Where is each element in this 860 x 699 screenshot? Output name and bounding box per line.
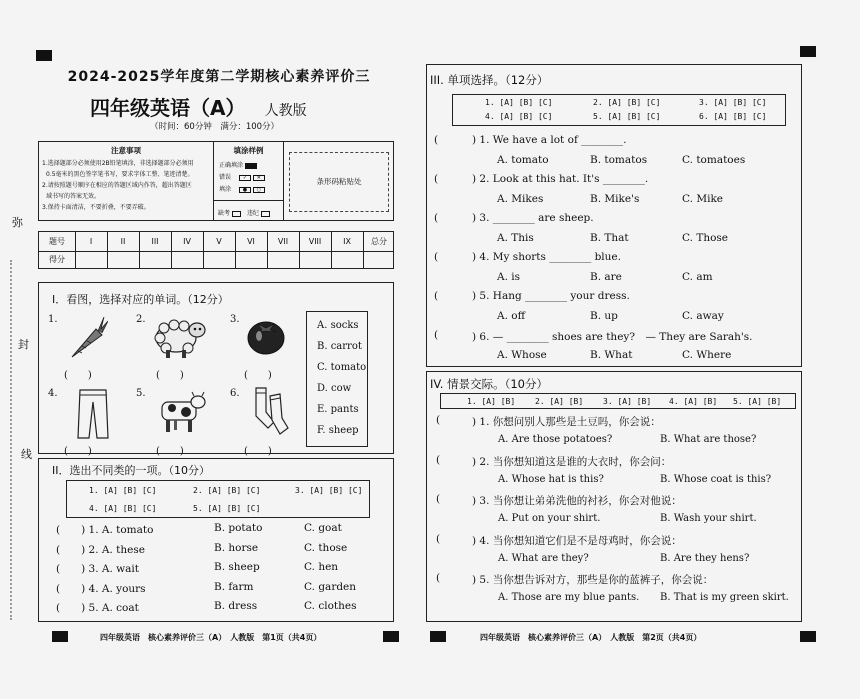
section-2-answer-sheet bbox=[66, 480, 370, 518]
answer-bubble-row[interactable]: 2. [A] [B] bbox=[535, 397, 584, 406]
option-b: B. potato bbox=[214, 522, 263, 534]
answer-paren[interactable]: ( bbox=[436, 453, 441, 466]
tomato-icon bbox=[246, 314, 286, 356]
image-answer-paren[interactable]: ( ) bbox=[156, 446, 184, 457]
violation-label: 违纪 bbox=[246, 210, 259, 217]
answer-paren[interactable]: ( bbox=[434, 329, 439, 341]
score-header-cell: VIII bbox=[308, 237, 322, 246]
section-3-answer-sheet bbox=[452, 94, 786, 126]
question-text: ) 1. We have a lot of ________. bbox=[472, 134, 627, 146]
divider bbox=[214, 200, 283, 201]
image-answer-paren[interactable]: ( ) bbox=[64, 446, 92, 457]
option-c: C. Those bbox=[682, 232, 729, 244]
question-row[interactable]: ( ) 1. A. tomato bbox=[56, 524, 154, 536]
image-answer-paren[interactable]: ( ) bbox=[244, 370, 272, 381]
score-header-cell: 题号 bbox=[49, 237, 65, 246]
answer-paren[interactable]: ( bbox=[436, 572, 441, 584]
score-input-cell[interactable] bbox=[171, 251, 203, 269]
option-a: A. tomato bbox=[497, 154, 549, 166]
registration-mark bbox=[52, 631, 68, 642]
option-c: C. goat bbox=[304, 522, 342, 534]
pic-number: 1. bbox=[48, 314, 58, 325]
answer-bubble-row[interactable]: 3. [A] [B] [C] bbox=[295, 486, 363, 495]
image-answer-paren[interactable]: ( ) bbox=[64, 370, 92, 381]
option-b: B. are bbox=[590, 271, 622, 283]
notice-item: 3.保持卡面清洁，不要折叠，不要弄破。 bbox=[42, 204, 150, 211]
fill-wrong-row bbox=[219, 172, 265, 181]
section-1-title: I．看图，选择对应的单词。（12分） bbox=[52, 293, 229, 306]
score-input-cell[interactable] bbox=[203, 251, 235, 269]
question-text: ) 5. Hang ________ your dress. bbox=[472, 290, 630, 302]
registration-mark bbox=[383, 631, 399, 642]
option-a: A. This bbox=[497, 232, 534, 244]
question-text: ) 2. Look at this hat. It's ________. bbox=[472, 173, 649, 185]
notice-item: 域书写的答案无效。 bbox=[46, 193, 101, 200]
wrong-mark-circle: ○ bbox=[253, 187, 265, 193]
exam-title: 2024-2025学年度第二学期核心素养评价三 bbox=[67, 69, 371, 85]
answer-bubble-row[interactable]: 4. [A] [B] bbox=[669, 397, 718, 406]
question-text: ) 3. ________ are sheep. bbox=[472, 212, 594, 224]
option-c: C. away bbox=[682, 310, 724, 322]
fill-sample-title: 填涂样例 bbox=[233, 146, 264, 155]
score-row-label: 得分 bbox=[49, 255, 65, 264]
question-row[interactable]: ( ) 4. A. yours bbox=[56, 582, 146, 595]
option-c: C. hen bbox=[304, 561, 339, 573]
wrong-mark-dot: ● bbox=[239, 187, 251, 193]
option-b: B. up bbox=[590, 310, 618, 322]
pic-number: 6. bbox=[230, 388, 240, 399]
info-box bbox=[38, 141, 394, 221]
option-b: B. That is my green skirt. bbox=[660, 592, 789, 603]
time-info: （时间：60分钟 满分：100分） bbox=[150, 122, 280, 132]
question-text: ) 4. 当你想知道它们是不是母鸡时，你会说： bbox=[472, 534, 682, 547]
edition-label: 人教版 bbox=[264, 103, 307, 119]
option-a: A. Mikes bbox=[497, 193, 544, 205]
option-b: B. tomatos bbox=[590, 154, 648, 166]
option-c: C. garden bbox=[304, 580, 357, 593]
score-table bbox=[38, 231, 394, 269]
score-header-cell: V bbox=[216, 237, 222, 246]
binding-char: 线 bbox=[21, 448, 32, 461]
question-row[interactable]: ( ) 5. A. coat bbox=[56, 602, 139, 614]
option-a: A. Whose bbox=[497, 349, 547, 361]
question-row[interactable]: ( ) 2. A. these bbox=[56, 543, 145, 556]
score-input-cell[interactable] bbox=[299, 251, 331, 269]
section-3-title: III. 单项选择。（12分） bbox=[430, 73, 549, 87]
section-4-title: IV. 情景交际。（10分） bbox=[430, 377, 548, 391]
option-a: A. Put on your shirt. bbox=[498, 513, 601, 524]
absent-label: 缺考 bbox=[218, 210, 231, 217]
option-b: B. What are those? bbox=[660, 434, 757, 445]
barcode-label: 条形码粘贴处 bbox=[316, 177, 362, 186]
answer-bubble-row[interactable]: 1. [A] [B] [C] bbox=[485, 98, 553, 107]
notice-title: 注意事项 bbox=[111, 146, 141, 155]
option-b: B. Whose coat is this? bbox=[660, 473, 772, 485]
score-input-cell[interactable] bbox=[267, 251, 299, 269]
footer-right: 四年级英语 核心素养评价三（A） 人教版 第2页（共4页） bbox=[480, 633, 702, 642]
answer-bubble-row[interactable]: 2. [A] [B] [C] bbox=[193, 486, 261, 495]
registration-mark bbox=[800, 631, 816, 642]
score-input-cell[interactable] bbox=[331, 251, 363, 269]
word-option: B. carrot bbox=[317, 341, 362, 352]
answer-bubble-row[interactable]: 1. [A] [B] [C] bbox=[89, 486, 157, 495]
answer-paren[interactable]: ( bbox=[436, 414, 441, 426]
option-a: A. Whose hat is this? bbox=[498, 473, 604, 485]
answer-bubble-row[interactable]: 5. [A] [B] [C] bbox=[193, 504, 261, 513]
sheep-icon bbox=[152, 312, 208, 360]
option-c: C. those bbox=[304, 541, 348, 554]
answer-bubble-row[interactable]: 1. [A] [B] bbox=[467, 397, 516, 406]
score-header-cell: IX bbox=[343, 237, 351, 246]
option-b: B. Are they hens? bbox=[660, 552, 750, 564]
word-option: D. cow bbox=[317, 383, 352, 394]
question-text: ) 6. — ________ shoes are they? — They are Sarah's. bbox=[472, 331, 753, 343]
word-option: A. socks bbox=[317, 320, 359, 331]
score-header-cell: IV bbox=[183, 237, 191, 246]
word-bank bbox=[306, 311, 368, 447]
fill-correct-label: 正确填涂 bbox=[219, 162, 244, 169]
answer-bubble-row[interactable]: 3. [A] [B] bbox=[603, 397, 652, 406]
score-header-cell: VI bbox=[247, 237, 255, 246]
option-a: A. Are those potatoes? bbox=[498, 434, 613, 445]
socks-icon bbox=[250, 386, 292, 436]
notice-item: 1.选择题部分必须使用2B铅笔填涂，非选择题部分必须用 bbox=[42, 160, 194, 167]
pic-number: 3. bbox=[230, 314, 240, 325]
question-row[interactable]: ( ) 3. A. wait bbox=[56, 563, 139, 575]
subject-title: 四年级英语（A） bbox=[90, 96, 246, 120]
registration-mark bbox=[36, 50, 52, 61]
option-c: C. Mike bbox=[682, 193, 724, 205]
binding-line bbox=[10, 260, 12, 620]
question-text: ) 5. 当你想告诉对方，那些是你的蓝裤子，你会说： bbox=[472, 574, 714, 586]
answer-bubble-row[interactable]: 3. [A] [B] [C] bbox=[699, 98, 767, 107]
answer-paren[interactable]: ( bbox=[434, 134, 439, 146]
question-text: ) 2. 当你想知道这是谁的大衣时，你会问： bbox=[472, 455, 672, 468]
absent-box[interactable] bbox=[232, 211, 241, 217]
answer-paren[interactable]: ( bbox=[434, 251, 439, 263]
option-b: B. sheep bbox=[214, 561, 260, 573]
image-answer-paren[interactable]: ( ) bbox=[156, 370, 184, 381]
option-b: B. What bbox=[590, 349, 633, 361]
notice-item: 0.5毫米的黑色签字笔书写，要求字体工整、笔迹清楚。 bbox=[46, 171, 194, 178]
option-c: C. tomatoes bbox=[682, 154, 746, 166]
binding-char: 封 bbox=[18, 338, 29, 351]
option-b: B. Wash your shirt. bbox=[660, 513, 757, 524]
footer-left: 四年级英语 核心素养评价三（A） 人教版 第1页（共4页） bbox=[100, 633, 322, 642]
option-a: A. off bbox=[497, 310, 526, 322]
score-header-cell: III bbox=[151, 237, 159, 246]
pic-number: 5. bbox=[136, 388, 146, 399]
carrot-icon bbox=[68, 315, 108, 359]
registration-mark bbox=[430, 631, 446, 642]
section-4-answer-sheet bbox=[440, 393, 796, 409]
option-b: B. Mike's bbox=[590, 193, 640, 205]
wrong-mark-check: ✓ bbox=[239, 175, 251, 181]
option-b: B. That bbox=[590, 232, 629, 244]
answer-paren[interactable]: ( bbox=[436, 532, 441, 545]
answer-paren[interactable]: ( bbox=[436, 493, 441, 505]
question-text: ) 4. My shorts ________ blue. bbox=[472, 251, 621, 263]
option-b: B. horse bbox=[214, 541, 259, 554]
cow-icon bbox=[154, 390, 206, 434]
answer-bubble-row[interactable]: 4. [A] [B] [C] bbox=[485, 112, 553, 121]
score-header-cell: 总分 bbox=[371, 237, 387, 246]
option-b: B. dress bbox=[214, 600, 258, 612]
notice-list bbox=[42, 158, 194, 213]
section-2-title: II．选出不同类的一项。（10分） bbox=[52, 464, 210, 477]
pic-number: 4. bbox=[48, 388, 58, 399]
score-input-cell[interactable] bbox=[107, 251, 139, 269]
pants-icon bbox=[76, 388, 110, 440]
notice-item: 2.请按照题号顺序在相应的答题区域内作答，超出答题区 bbox=[42, 182, 192, 189]
option-a: A. What are they? bbox=[498, 552, 589, 564]
word-option: E. pants bbox=[317, 404, 359, 415]
divider bbox=[283, 142, 284, 221]
binding-char: 弥 bbox=[12, 216, 23, 229]
pic-number: 2. bbox=[136, 314, 146, 325]
question-text: ) 3. 当你想让弟弟洗他的衬衫，你会对他说： bbox=[472, 495, 682, 507]
word-option: F. sheep bbox=[317, 425, 359, 436]
option-c: C. am bbox=[682, 271, 713, 283]
wrong-mark-x: ✕ bbox=[253, 175, 265, 181]
answer-bubble-row[interactable]: 4. [A] [B] [C] bbox=[89, 504, 157, 513]
score-header-cell: II bbox=[120, 237, 126, 246]
option-c: C. Where bbox=[682, 349, 732, 361]
fill-fill-label: 填涂 bbox=[219, 186, 232, 193]
answer-paren[interactable]: ( bbox=[434, 173, 439, 185]
absent-row bbox=[218, 208, 270, 217]
answer-bubble-row[interactable]: 5. [A] [B] bbox=[733, 397, 782, 406]
fill-wrong-label: 错误 bbox=[219, 174, 232, 181]
score-input-cell[interactable] bbox=[235, 251, 267, 269]
answer-paren[interactable]: ( bbox=[434, 290, 439, 302]
score-input-cell[interactable] bbox=[75, 251, 107, 269]
registration-mark bbox=[800, 46, 816, 57]
fill-correct-row bbox=[219, 160, 257, 169]
option-c: C. clothes bbox=[304, 600, 357, 612]
option-b: B. farm bbox=[214, 580, 254, 593]
filled-mark bbox=[245, 163, 257, 169]
answer-bubble-row[interactable]: 5. [A] [B] [C] bbox=[593, 112, 661, 121]
score-input-cell[interactable] bbox=[363, 251, 395, 269]
subject-line bbox=[90, 92, 390, 121]
answer-paren[interactable]: ( bbox=[434, 212, 439, 224]
score-header-cell: I bbox=[89, 237, 93, 246]
option-a: A. Those are my blue pants. bbox=[498, 592, 640, 603]
fill-fill-row bbox=[219, 184, 265, 193]
answer-bubble-row[interactable]: 6. [A] [B] [C] bbox=[699, 112, 767, 121]
score-header-cell: VII bbox=[277, 237, 289, 246]
image-answer-paren[interactable]: ( ) bbox=[244, 446, 272, 457]
question-text: ) 1. 你想问别人那些是土豆吗，你会说： bbox=[472, 416, 661, 428]
option-a: A. is bbox=[497, 271, 521, 283]
violation-box[interactable] bbox=[261, 211, 270, 217]
word-option: C. tomato bbox=[317, 362, 367, 373]
score-input-cell[interactable] bbox=[139, 251, 171, 269]
answer-bubble-row[interactable]: 2. [A] [B] [C] bbox=[593, 98, 661, 107]
